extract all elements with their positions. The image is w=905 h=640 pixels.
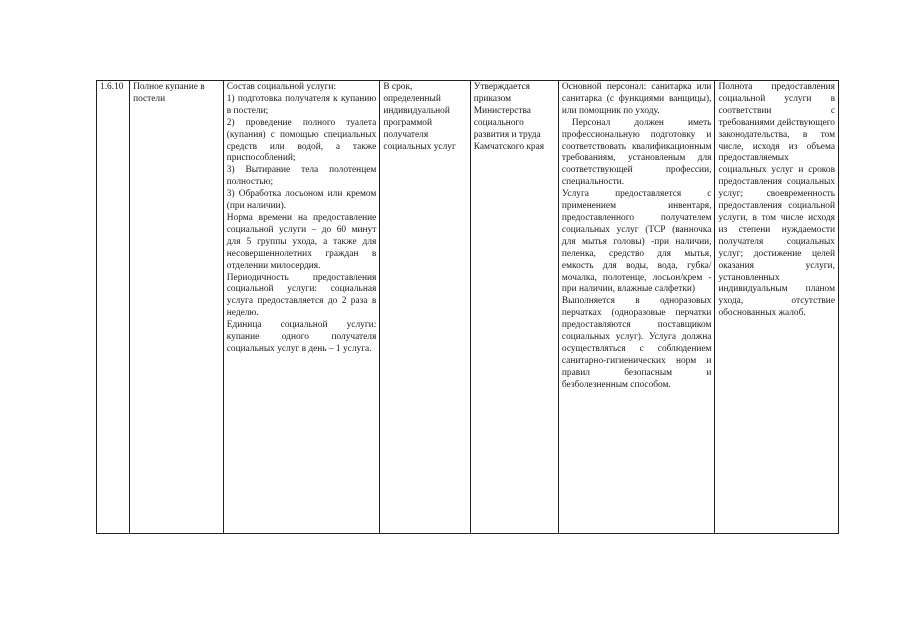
- gloves-text: Выполняется в одноразовых перчатках (одноразовые перчатки предоставляются поставщиком социальных услуг). Услуга должна осуществляться с соблюдением санитарно-гигиенических норм и правил безопасным и безболезненным способом.: [561, 296, 712, 390]
- approval-cell: [470, 81, 558, 534]
- composition-cell: [223, 81, 380, 534]
- row-number-cell: [97, 81, 130, 534]
- staff-text: Основной персонал: санитарка или санитарка (с функциями ванщицы), или помощник по уходу.: [561, 82, 712, 116]
- composition-step-2: 2) проведение полного туалета (купания) с помощью специальных средств или водой, а также приспособлений;: [226, 117, 377, 164]
- approval-text: Утверждается приказом Министерства социального развития и труда Камчатского края: [473, 82, 545, 152]
- staff-requirements-text: Персонал должен иметь профессиональную подготовку и соответствовать квалификационным требованиям, установленым для соответствующей профессии, специальности.: [561, 117, 712, 188]
- evaluation-text: Полнота предоставления социальной услуги в соответствии с требованиями действующего законодательства, в том числе, исходя из объема предоставляемых социальных услуг и сроков предоставления социальных услуг; своевременность предоставления социальной услуги, в том числе исходя из степени нуждаемости получателя социальных услуг; достижение целей оказания услуги, установленных индивидуальным планом ухода, отсутствие обоснованных жалоб.: [718, 82, 835, 319]
- composition-step-4: 3) Обработка лосьоном или кремом (при наличии).: [226, 189, 377, 212]
- time-norm: Норма времени на предоставление социальной услуги – до 60 минут для 5 группы ухода, а также для несовершеннолетних граждан в отделении милосердия.: [226, 212, 377, 271]
- composition-step-1: 1) подготовка получателя к купанию в постели;: [226, 93, 377, 116]
- term-text: В срок, определенный индивидуальной программой получателя социальных услуг: [383, 82, 456, 152]
- service-name-cell: [130, 81, 224, 534]
- service-name: Полное купание в постели: [133, 82, 205, 104]
- conditions-cell: [558, 81, 715, 534]
- composition-heading: Состав социальной услуги:: [226, 82, 337, 92]
- composition-step-3: 3) Вытирание тела полотенцем полностью;: [226, 165, 377, 188]
- inventory-text: Услуга предоставляется с применением инвентаря, предоставленного получателем социальных услуг (ТСР (ванночка для мытья головы) -при наличии, пеленка, средство для мытья, емкость для воды, вода, губка/мочалка, полотенце, лосьон/крем - при наличии, влажные салфетки): [561, 189, 712, 295]
- table-row: [97, 81, 839, 534]
- periodicity: Периодичность предоставления социальной услуги: социальная услуга предоставляется до 2 раза в неделю.: [226, 272, 377, 319]
- evaluation-cell: [715, 81, 839, 534]
- row-number: 1.6.10: [100, 82, 124, 92]
- social-services-table: [96, 80, 839, 534]
- service-unit: Единица социальной услуги: купание одного получателя социальных услуг в день – 1 услуга.: [226, 320, 377, 354]
- term-cell: [380, 81, 470, 534]
